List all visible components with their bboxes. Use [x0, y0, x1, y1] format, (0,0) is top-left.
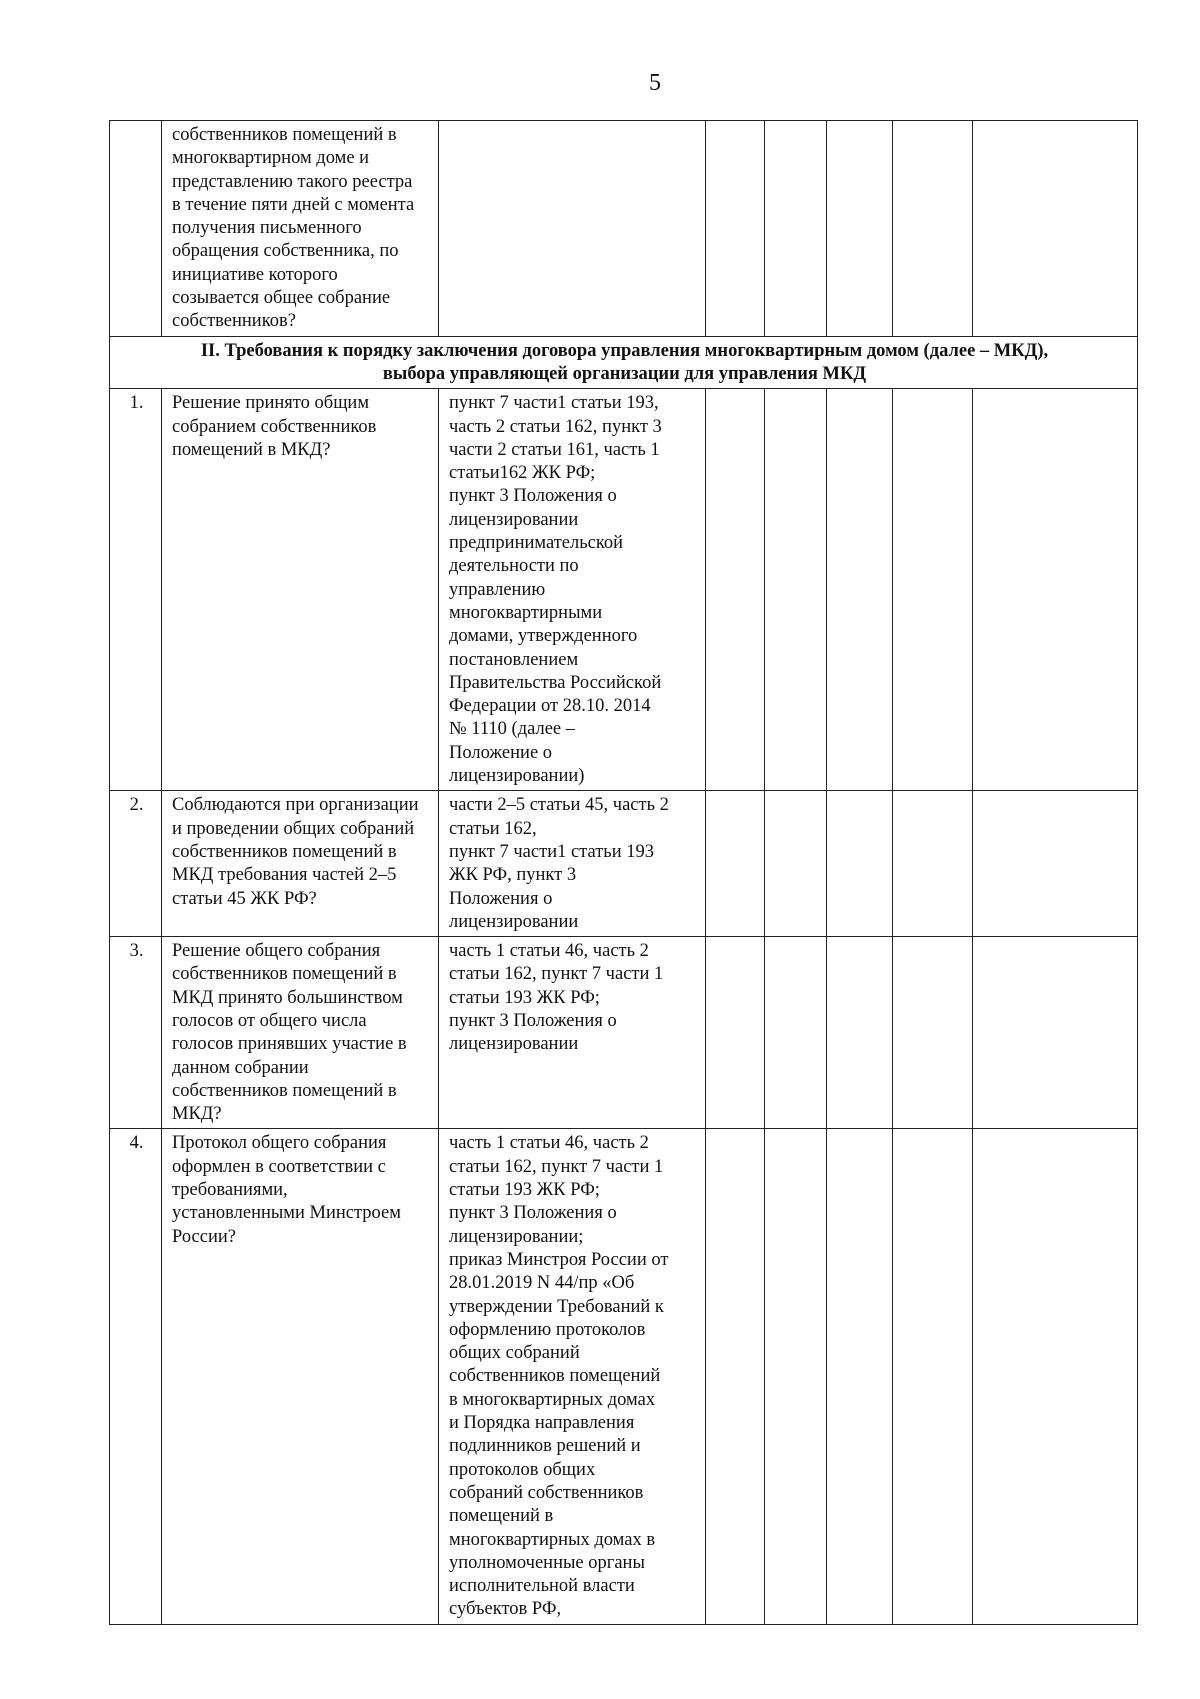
- row-number: 1.: [110, 389, 162, 791]
- basis-cell: [439, 937, 706, 1129]
- empty-cell: [706, 791, 765, 937]
- question-cell: [162, 389, 439, 791]
- table-row: [110, 791, 1138, 937]
- empty-cell: [973, 1129, 1138, 1624]
- empty-cell: [973, 937, 1138, 1129]
- section-heading-text: II. Требования к порядку заключения договора управления многоквартирным домом (далее – МКД), выбора управляющей организации для управления МКД: [200, 340, 1049, 384]
- empty-cell: [827, 1129, 893, 1624]
- basis-text: часть 1 статьи 46, часть 2 статьи 162, пункт 7 части 1 статьи 193 ЖК РФ; пункт 3 Положения о лицензировании: [449, 941, 664, 1055]
- question-text: Решение принято общим собранием собственников помещений в МКД?: [172, 393, 377, 460]
- empty-cell: [893, 121, 973, 337]
- num-cell: [110, 121, 162, 337]
- question-text: Протокол общего собрания оформлен в соответствии с требованиями, установленными Минстроем России?: [172, 1133, 401, 1247]
- section-heading: [110, 336, 1138, 389]
- question-cell: [162, 121, 439, 337]
- section-heading-row: [110, 336, 1138, 389]
- empty-cell: [827, 121, 893, 337]
- basis-text: части 2–5 статьи 45, часть 2 статьи 162, пункт 7 части1 статьи 193 ЖК РФ, пункт 3 Положения о лицензировании: [449, 795, 669, 932]
- row-number: 3.: [110, 937, 162, 1129]
- question-cell: [162, 791, 439, 937]
- empty-cell: [827, 389, 893, 791]
- question-text: собственников помещений в многоквартирном доме и представлению такого реестра в течение пяти дней с момента получения письменного обращения собственника, по инициативе которого созывается общее собрание собственников?: [172, 125, 415, 332]
- empty-cell: [893, 1129, 973, 1624]
- table-row: [110, 937, 1138, 1129]
- empty-cell: [765, 791, 827, 937]
- question-cell: [162, 937, 439, 1129]
- basis-text: часть 1 статьи 46, часть 2 статьи 162, пункт 7 части 1 статьи 193 ЖК РФ; пункт 3 Положения о лицензировании; приказ Минстроя России от 28.01.2019 N 44/пр «Об утверждении Требований к оформлению протоколов общих собраний собственников помещений в многоквартирных домах и Порядка направления подлинников решений и протоколов общих собраний собственников помещений в многоквартирных домах в уполномоченные органы исполнительной власти субъектов РФ,: [449, 1133, 669, 1620]
- checklist-table: [109, 120, 1138, 1625]
- empty-cell: [706, 1129, 765, 1624]
- empty-cell: [765, 937, 827, 1129]
- table-row: [110, 389, 1138, 791]
- empty-cell: [765, 389, 827, 791]
- empty-cell: [893, 389, 973, 791]
- basis-cell: [439, 121, 706, 337]
- basis-cell: [439, 791, 706, 937]
- table-row: [110, 1129, 1138, 1624]
- basis-cell: [439, 389, 706, 791]
- continuation-row: [110, 121, 1138, 337]
- empty-cell: [893, 791, 973, 937]
- empty-cell: [706, 937, 765, 1129]
- page-number: 5: [649, 70, 661, 96]
- question-cell: [162, 1129, 439, 1624]
- question-text: Решение общего собрания собственников помещений в МКД принято большинством голосов от общего числа голосов принявших участие в данном собрании собственников помещений в МКД?: [172, 941, 407, 1125]
- empty-cell: [765, 121, 827, 337]
- row-number: 2.: [110, 791, 162, 937]
- empty-cell: [973, 791, 1138, 937]
- empty-cell: [973, 389, 1138, 791]
- empty-cell: [893, 937, 973, 1129]
- row-number: 4.: [110, 1129, 162, 1624]
- empty-cell: [973, 121, 1138, 337]
- empty-cell: [706, 389, 765, 791]
- question-text: Соблюдаются при организации и проведении общих собраний собственников помещений в МКД требования частей 2–5 статьи 45 ЖК РФ?: [172, 795, 419, 909]
- basis-cell: [439, 1129, 706, 1624]
- empty-cell: [706, 121, 765, 337]
- empty-cell: [765, 1129, 827, 1624]
- empty-cell: [827, 791, 893, 937]
- basis-text: пункт 7 части1 статьи 193, часть 2 статьи 162, пункт 3 части 2 статьи 161, часть 1 статьи162 ЖК РФ; пункт 3 Положения о лицензировании предпринимательской деятельности по управлению многоквартирными домами, утвержденного постановлением Правительства Российской Федерации от 28.10. 2014 № 1110 (далее – Положение о лицензировании): [449, 393, 662, 787]
- empty-cell: [827, 937, 893, 1129]
